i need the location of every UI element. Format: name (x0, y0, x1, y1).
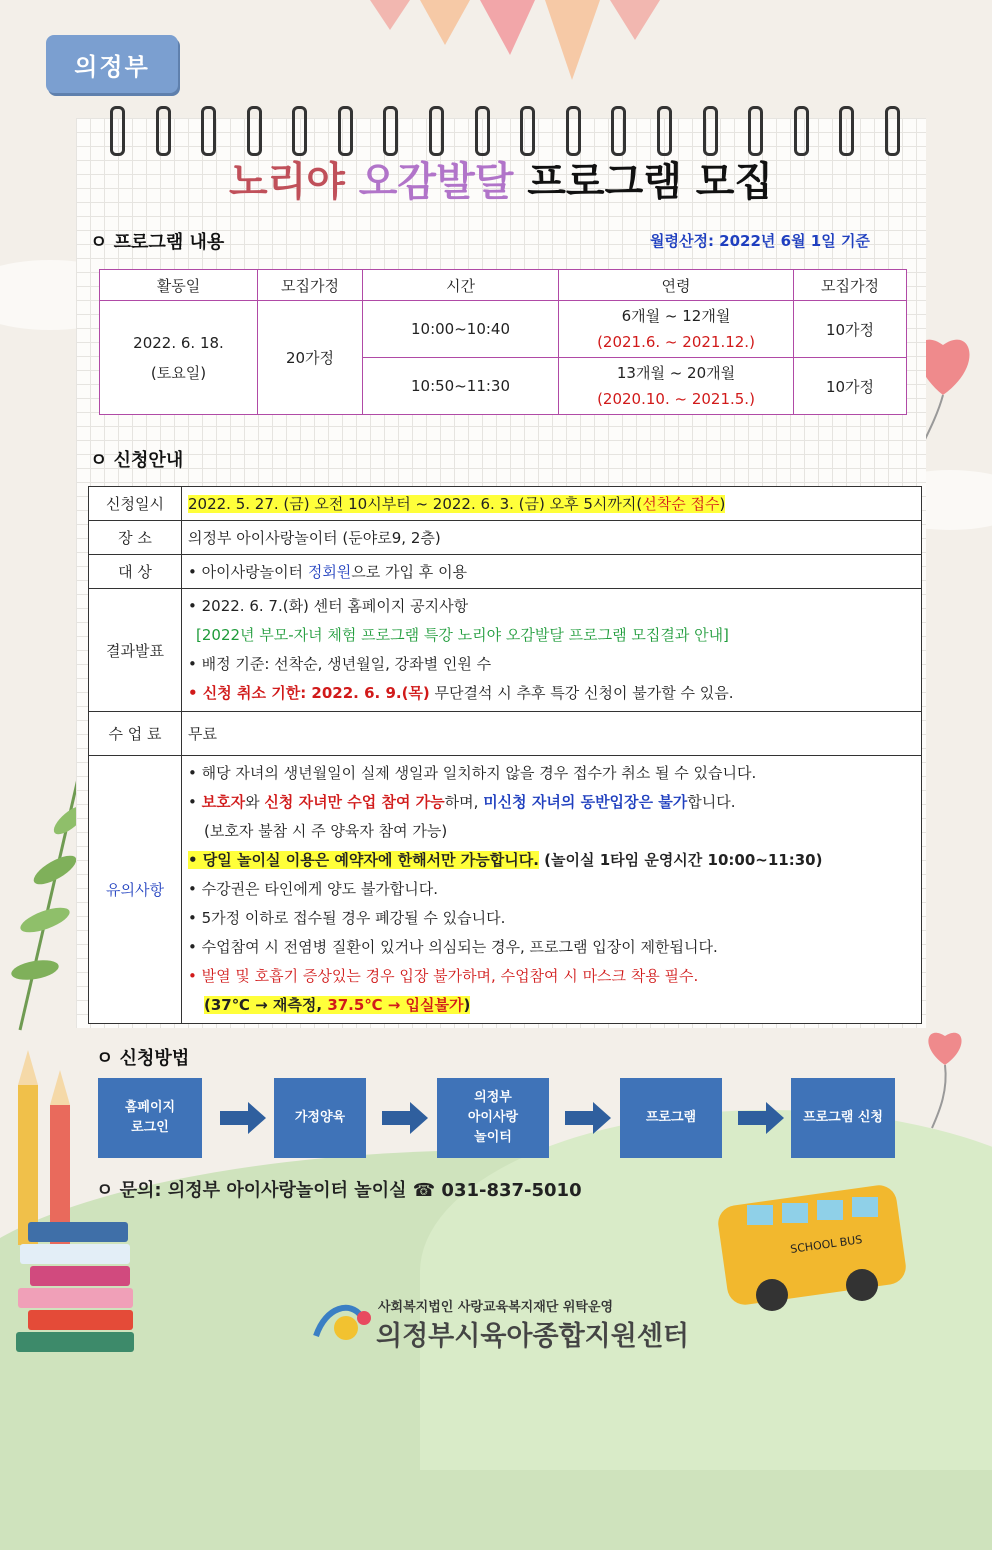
note-line: (37℃ → 재측정, 37.5℃ → 입실불가) (204, 996, 471, 1014)
step-home-parenting: 가정양육 (274, 1078, 366, 1158)
title-part-1: 노리야 (228, 159, 345, 205)
apply-place: 의정부 아이사랑놀이터 (둔야로9, 2층) (182, 521, 922, 555)
session-age: 6개월 ~ 12개월 (621, 307, 731, 325)
apply-period: 2022. 5. 27. (금) 오전 10시부터 ~ 2022. 6. 3. (금) 오후 5시까지(선착순 접수) (182, 487, 922, 521)
school-bus-icon (712, 1175, 912, 1325)
session-count: 10가정 (794, 358, 907, 415)
note-line: • 수업참여 시 전염병 질환이 있거나 의심되는 경우, 프로그램 입장이 제한됩니다. (188, 938, 718, 956)
spiral-rings (110, 106, 900, 156)
result-line: • 2022. 6. 7.(화) 센터 홈페이지 공지사항 (188, 597, 469, 615)
org-name: 의정부시육아종합지원센터 (376, 1321, 689, 1352)
step-playground: 의정부 아이사랑 놀이터 (437, 1078, 549, 1158)
activity-date-cell (100, 301, 258, 415)
step-program: 프로그램 (620, 1078, 722, 1158)
step-homepage-login: 홈페이지 로그인 (98, 1078, 202, 1158)
result-announcement (182, 589, 922, 712)
col-header: 시간 (363, 270, 559, 301)
arrow-right-icon (738, 1102, 784, 1134)
arrow-right-icon (382, 1102, 428, 1134)
col-header: 모집가정 (794, 270, 907, 301)
age-basis-note: 월령산정: 2022년 6월 1일 기준 (650, 232, 870, 250)
note-line: • 수강권은 타인에게 양도 불가합니다. (188, 880, 439, 898)
row-label: 유의사항 (89, 756, 182, 1024)
heart-balloon-icon (910, 1020, 980, 1130)
session-age: 13개월 ~ 20개월 (616, 364, 736, 382)
title-part-3: 프로그램 모집 (527, 159, 774, 205)
session-birth-range: (2020.10. ~ 2021.5.) (597, 390, 755, 408)
col-header: 활동일 (100, 270, 258, 301)
book-stack-decoration (10, 1220, 140, 1370)
application-steps (98, 1078, 898, 1158)
org-operator: 사회복지법인 사랑교육복지재단 위탁운영 (378, 1300, 614, 1315)
row-label: 수 업 료 (89, 712, 182, 756)
result-line: • 배정 기준: 선착순, 생년월일, 강좌별 인원 수 (188, 655, 492, 673)
apply-fee: 무료 (182, 712, 922, 756)
program-table (99, 269, 907, 415)
apply-info-table (88, 486, 922, 1024)
session-time: 10:50~11:30 (363, 358, 559, 415)
activity-date: 2022. 6. 18. (133, 333, 224, 352)
session-count: 10가정 (794, 301, 907, 358)
note-line: • 보호자와 신청 자녀만 수업 참여 가능하며, 미신청 자녀의 동반입장은 불가합니다. (188, 793, 736, 811)
title-part-2: 오감발달 (358, 159, 514, 205)
row-label: 신청일시 (89, 487, 182, 521)
apply-heading: ㅇ 신청안내 (90, 450, 184, 471)
col-header: 모집가정 (258, 270, 363, 301)
result-line: [2022년 부모-자녀 체험 프로그램 특강 노리야 오감발달 프로그램 모집결과 안내] (196, 626, 729, 644)
activity-day: (토요일) (150, 363, 207, 382)
note-line: • 해당 자녀의 생년월일이 실제 생일과 일치하지 않을 경우 접수가 취소 될 수 있습니다. (188, 764, 757, 782)
organization-logo-icon (306, 1296, 376, 1351)
program-heading: ㅇ 프로그램 내용 (90, 232, 225, 253)
page-title (76, 150, 926, 207)
session-age-cell (559, 358, 794, 415)
notes-list (182, 756, 922, 1024)
method-heading: ㅇ 신청방법 (96, 1048, 190, 1069)
row-label: 장 소 (89, 521, 182, 555)
note-line: • 5가정 이하로 접수될 경우 폐강될 수 있습니다. (188, 909, 506, 927)
region-badge: 의정부 (46, 35, 178, 93)
arrow-right-icon (565, 1102, 611, 1134)
session-time: 10:00~10:40 (363, 301, 559, 358)
col-header: 연령 (559, 270, 794, 301)
session-age-cell (559, 301, 794, 358)
note-line: • 당일 놀이실 이용은 예약자에 한해서만 가능합니다. (놀이실 1타임 운영시간 10:00~11:30) (188, 851, 823, 869)
row-label: 결과발표 (89, 589, 182, 712)
result-line: • 신청 취소 기한: 2022. 6. 9.(목) 무단결석 시 추후 특강 신청이 불가할 수 있음. (188, 684, 734, 702)
bunting-decoration (360, 0, 680, 90)
contact-info: ㅇ 문의: 의정부 아이사랑놀이터 놀이실 ☎ 031-837-5010 (96, 1180, 582, 1201)
total-families: 20가정 (258, 301, 363, 415)
bus-label: SCHOOL BUS (789, 1233, 864, 1256)
apply-target: • 아이사랑놀이터 정회원으로 가입 후 이용 (182, 555, 922, 589)
arrow-right-icon (220, 1102, 266, 1134)
pencil-decoration (10, 1045, 80, 1245)
step-program-apply: 프로그램 신청 (791, 1078, 895, 1158)
row-label: 대 상 (89, 555, 182, 589)
note-line: • 발열 및 호흡기 증상있는 경우 입장 불가하며, 수업참여 시 마스크 착용 필수. (188, 967, 699, 985)
note-line: (보호자 불참 시 주 양육자 참여 가능) (204, 822, 448, 840)
session-birth-range: (2021.6. ~ 2021.12.) (597, 333, 755, 351)
